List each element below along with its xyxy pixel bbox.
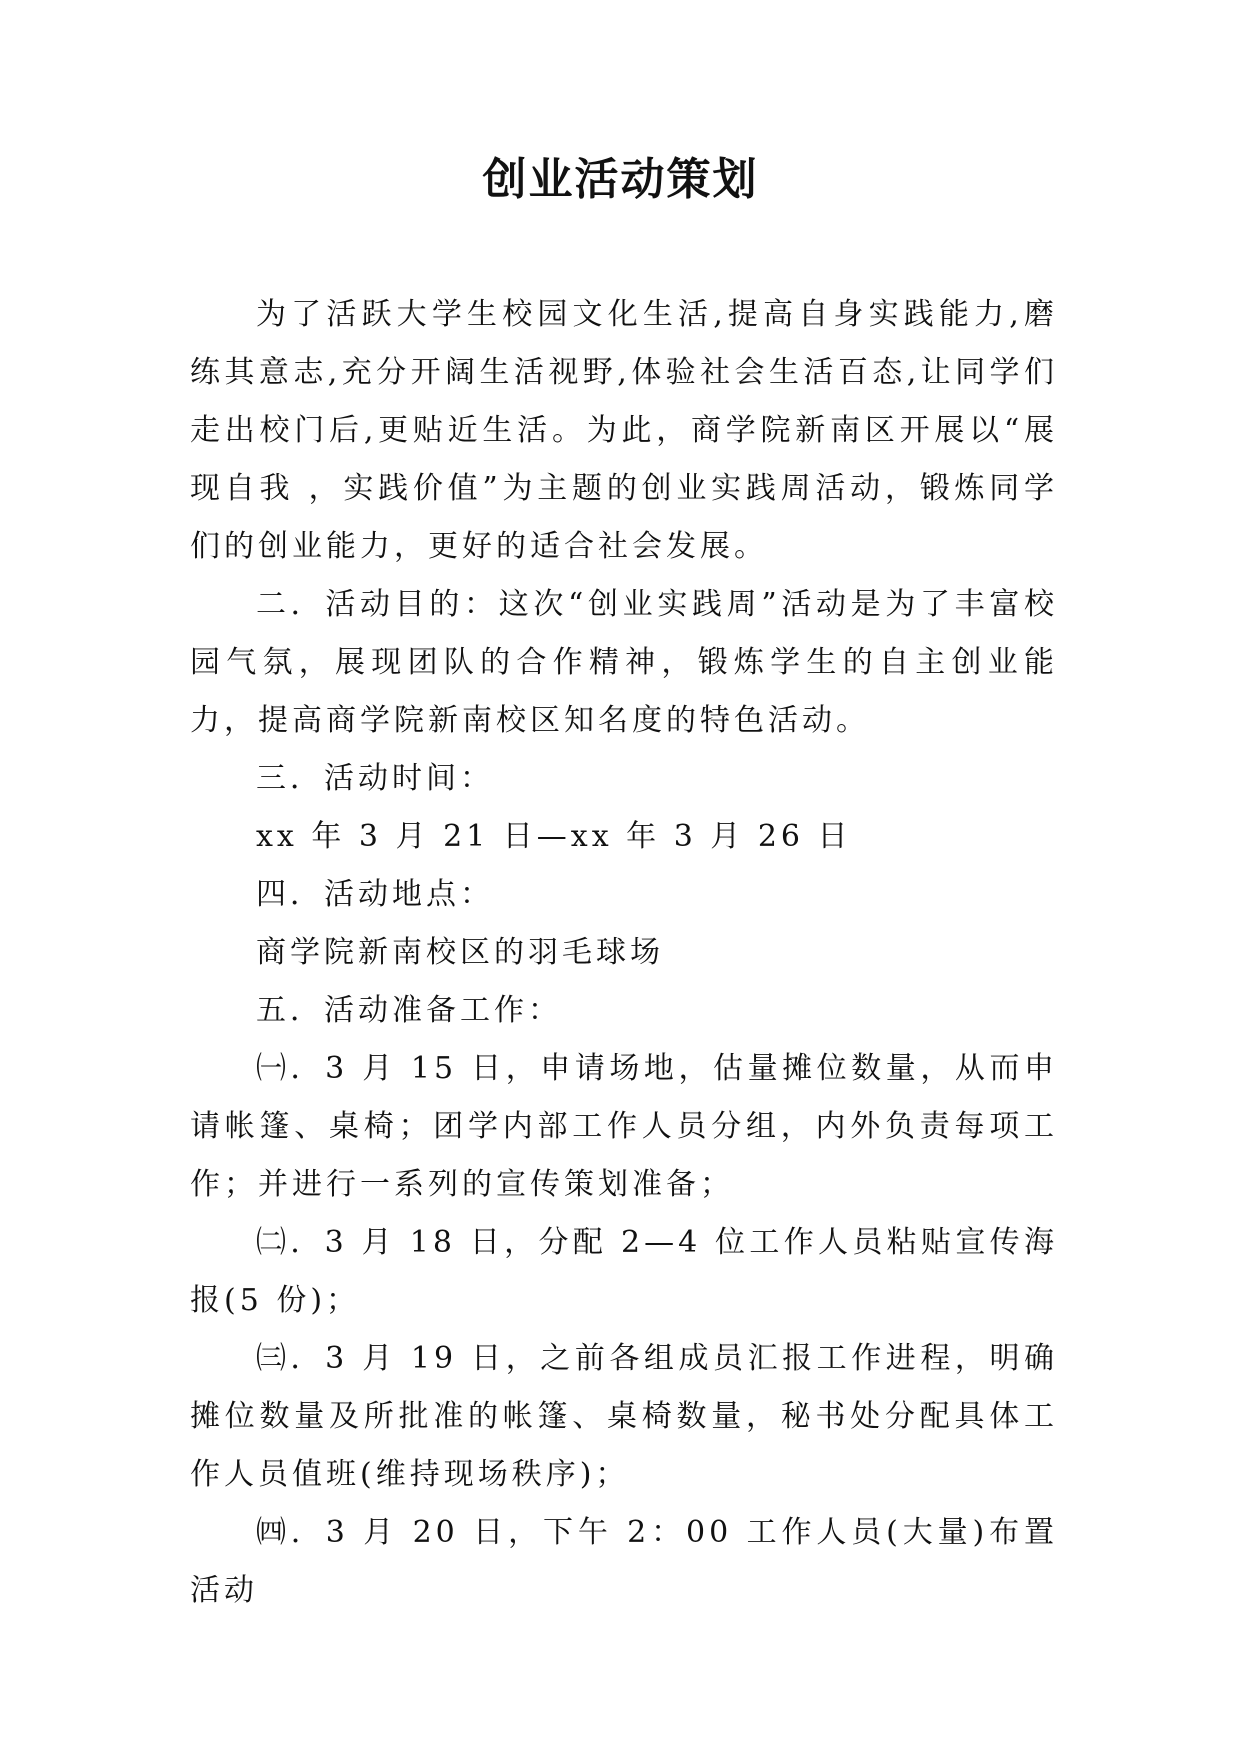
- paragraph-prep-item-1: ㈠．3 月 15 日，申请场地，估量摊位数量，从而申请帐篷、桌椅；团学内部工作人员分组，内外负责每项工作；并进行一系列的宣传策划准备；: [190, 1051, 1058, 1202]
- paragraph-preparation-heading: 五．活动准备工作：: [256, 993, 562, 1028]
- paragraph-time-value: xx 年 3 月 21 日—xx 年 3 月 26 日: [256, 819, 852, 854]
- paragraph-purpose: 二．活动目的：这次“创业实践周”活动是为了丰富校园气氛，展现团队的合作精神，锻炼学生的自主创业能力，提高商学院新南校区知名度的特色活动。: [190, 587, 1058, 738]
- paragraph-location-value: 商学院新南校区的羽毛球场: [256, 935, 664, 970]
- paragraph-time-heading: 三．活动时间：: [256, 761, 494, 796]
- paragraph-intro: 为了活跃大学生校园文化生活,提高自身实践能力,磨练其意志,充分开阔生活视野,体验社会生活百态,让同学们走出校门后,更贴近生活。为此，商学院新南区开展以“展现自我 ，实践价值”为主题的创业实践周活动，锻炼同学们的创业能力，更好的适合社会发展。: [190, 297, 1058, 564]
- paragraph-prep-item-2: ㈡．3 月 18 日，分配 2—4 位工作人员粘贴宣传海报(5 份)；: [190, 1225, 1058, 1318]
- document-body: [190, 286, 1058, 1620]
- paragraph-prep-item-3: ㈢．3 月 19 日，之前各组成员汇报工作进程，明确摊位数量及所批准的帐篷、桌椅数量，秘书处分配具体工作人员值班(维持现场秩序)；: [190, 1341, 1058, 1492]
- paragraph-prep-item-4: ㈣．3 月 20 日，下午 2：00 工作人员(大量)布置活动: [190, 1515, 1058, 1608]
- document-title: 创业活动策划: [482, 154, 759, 205]
- paragraph-location-heading: 四．活动地点：: [256, 877, 494, 912]
